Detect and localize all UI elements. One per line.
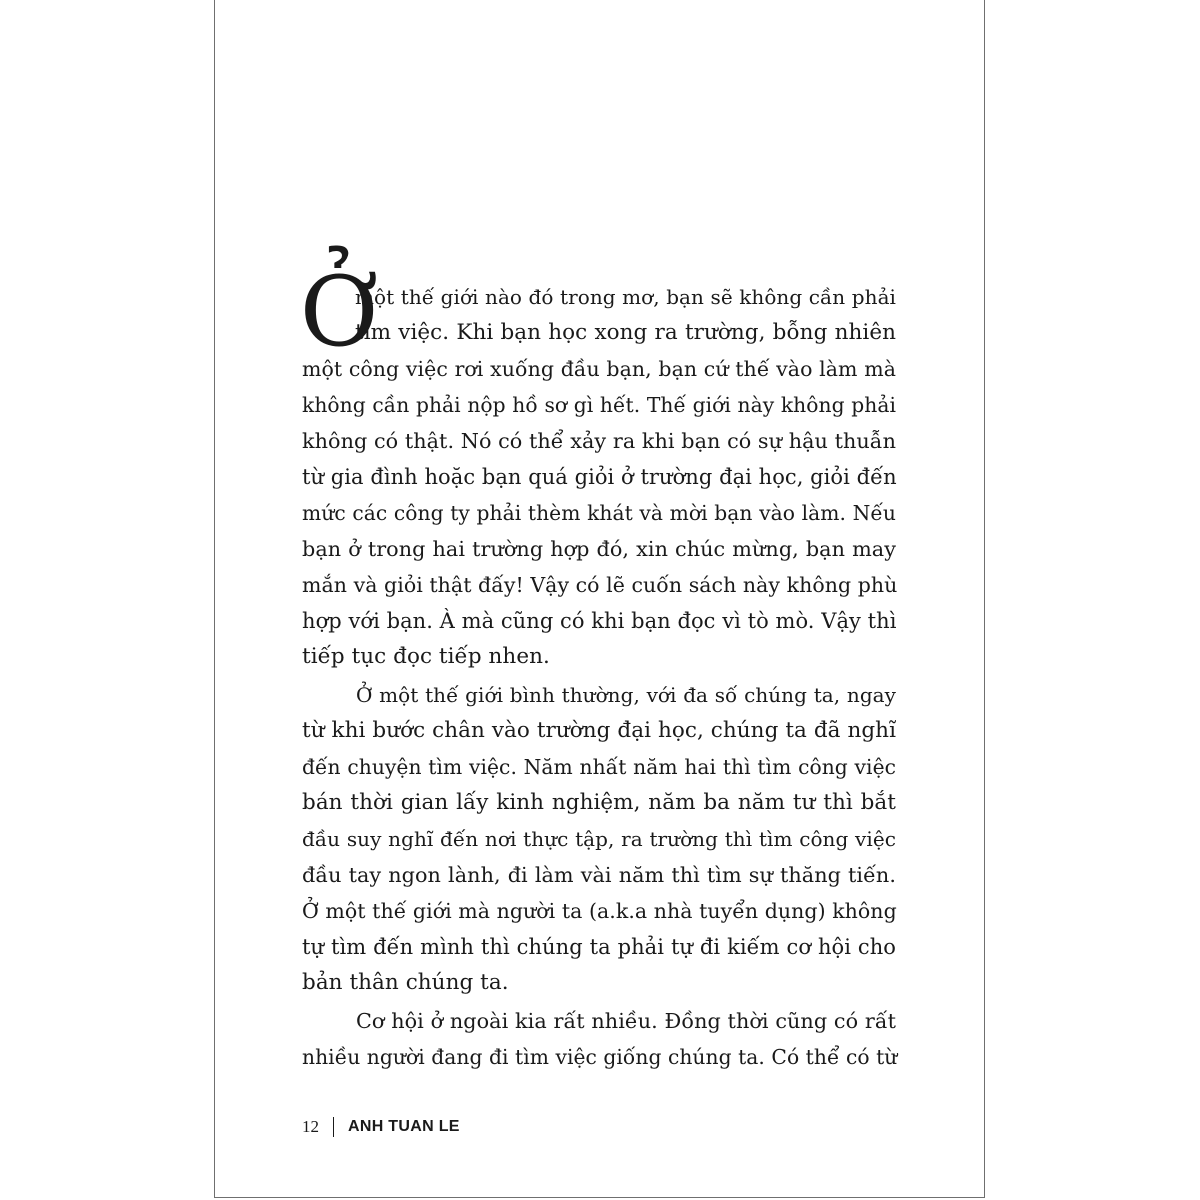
text-line: không có thật. Nó có thể xảy ra khi bạn có sự hậu thuẫn [302,429,896,453]
text-line: tự tìm đến mình thì chúng ta phải tự đi kiếm cơ hội cho [302,935,896,959]
text-line: không cần phải nộp hồ sơ gì hết. Thế giới này không phải [302,393,896,417]
page-number: 12 [302,1117,319,1136]
text-line: từ gia đình hoặc bạn quá giỏi ở trường đại học, giỏi đến [302,465,897,489]
text-line: Cơ hội ở ngoài kia rất nhiều. Đồng thời cũng có rất [356,1009,896,1033]
text-line: mắn và giỏi thật đấy! Vậy có lẽ cuốn sách này không phù [302,573,898,597]
drop-cap: Ở [300,256,379,368]
page-footer [302,1115,460,1139]
text-line: đầu suy nghĩ đến nơi thực tập, ra trường thì tìm công việc [302,827,896,851]
text-line: Ở một thế giới mà người ta (a.k.a nhà tuyển dụng) không [302,899,897,923]
footer-divider [333,1117,334,1137]
text-line: bán thời gian lấy kinh nghiệm, năm ba năm tư thì bắt [302,790,896,815]
text-line: một thế giới nào đó trong mơ, bạn sẽ không cần phải [355,285,896,309]
text-line: bản thân chúng ta. [302,970,509,995]
text-line: Ở một thế giới bình thường, với đa số chúng ta, ngay [356,683,896,707]
text-line: một công việc rơi xuống đầu bạn, bạn cứ thế vào làm mà [302,357,896,381]
text-line: đến chuyện tìm việc. Năm nhất năm hai thì tìm công việc [302,755,896,779]
text-line: nhiều người đang đi tìm việc giống chúng ta. Có thể có từ [302,1045,898,1069]
text-line: tìm việc. Khi bạn học xong ra trường, bỗng nhiên [355,320,896,345]
text-line: mức các công ty phải thèm khát và mời bạn vào làm. Nếu [302,501,896,525]
author-name: ANH TUAN LE [348,1118,460,1135]
text-line: bạn ở trong hai trường hợp đó, xin chúc mừng, bạn may [302,537,896,561]
text-line: hợp với bạn. À mà cũng có khi bạn đọc vì tò mò. Vậy thì [302,609,897,633]
text-line: đầu tay ngon lành, đi làm vài năm thì tìm sự thăng tiến. [302,863,896,887]
text-line: từ khi bước chân vào trường đại học, chúng ta đã nghĩ [302,718,896,743]
text-line: tiếp tục đọc tiếp nhen. [302,644,550,669]
